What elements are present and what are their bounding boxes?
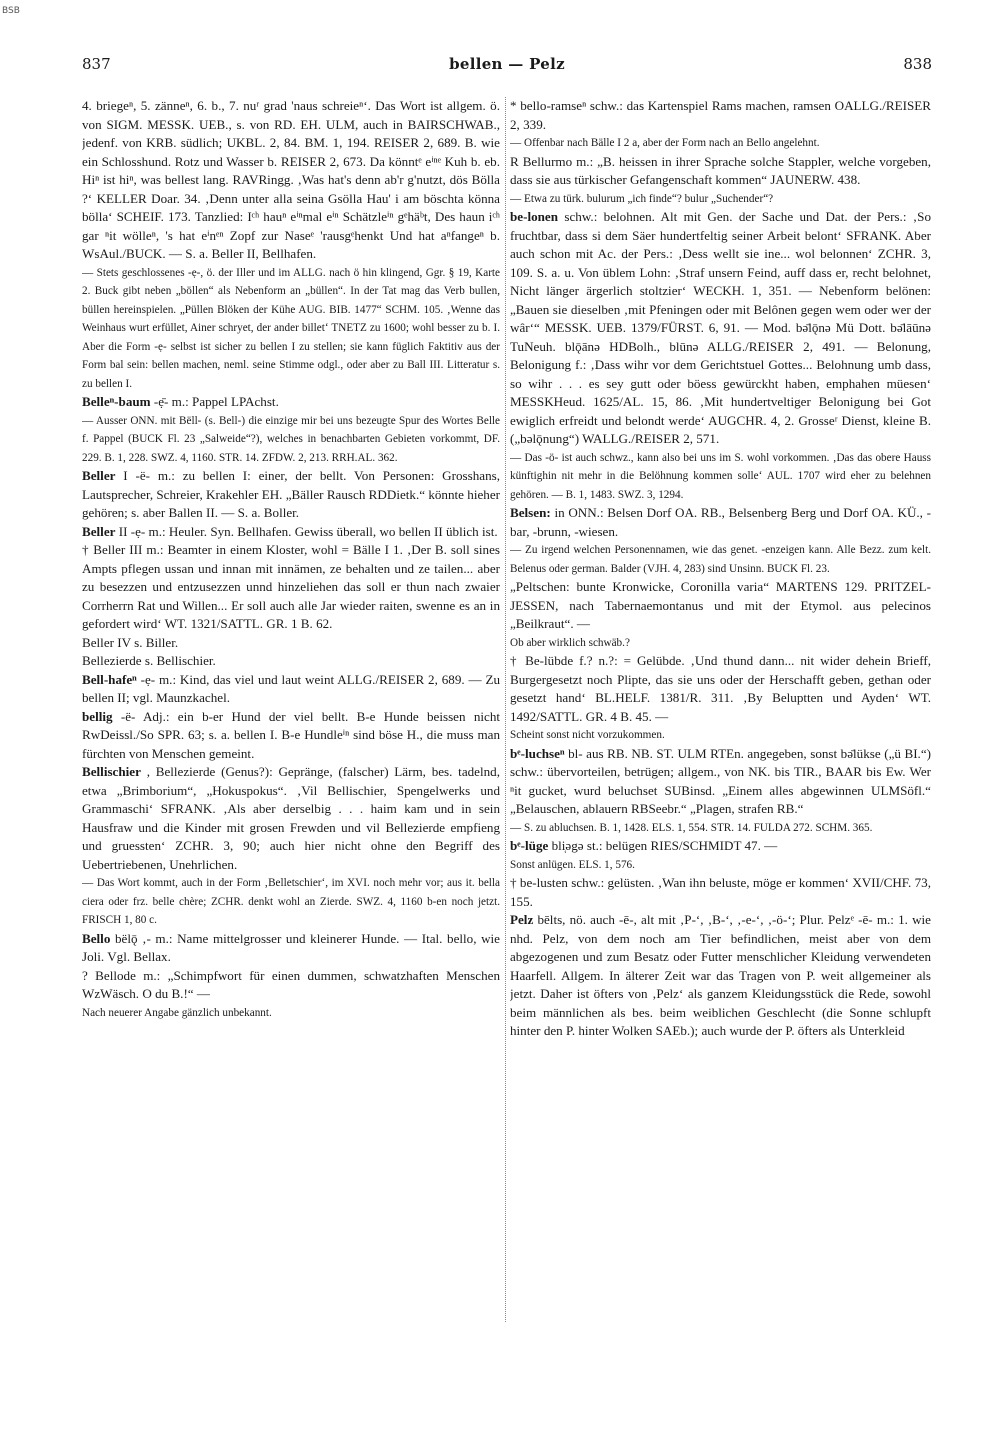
entry-text: , Bellezierde (Genus?): Gepränge, (falscher) Lärm, bes. tadelnd, etwa „Brimborium“, „Hokuspokus“. ‚Vil Bellischier, Spengelwerks und Grammaschi‘ SFRANK. ‚Als aber derselbig . . . haim kam und in sein Hausfraw und die Kinder mit grosen Frewden und vil Bellezierde empfieng und gruessten‘ ZCHR. 3, 90; auch hier nicht ohne den Begriff des Uebertriebenen, Unehrlichen.	[82, 764, 500, 872]
entry-paragraph	[82, 671, 500, 708]
left-page-number: 837	[82, 55, 111, 73]
entry-paragraph	[510, 208, 931, 449]
entry-text: -ẹ̄- m.: Pappel LPAchst.	[153, 394, 279, 409]
entry-text: Scheint sonst nicht vorzukommen.	[510, 729, 665, 741]
entry-paragraph	[510, 541, 931, 578]
entry-text: Nach neuerer Angabe gänzlich unbekannt.	[82, 1006, 272, 1019]
entry-paragraph	[82, 523, 500, 542]
entry-paragraph	[510, 97, 931, 134]
entry-lemma: Bell-hafeⁿ	[82, 671, 137, 687]
entry-paragraph	[510, 153, 931, 190]
right-column	[510, 97, 931, 1322]
column-divider	[505, 97, 506, 1322]
entry-paragraph	[510, 837, 931, 856]
entry-lemma: Beller	[82, 468, 116, 483]
entry-paragraph	[510, 578, 931, 634]
entry-lemma: Belleⁿ-baum	[82, 394, 151, 409]
entry-paragraph	[82, 708, 500, 764]
entry-paragraph	[82, 467, 500, 523]
entry-text: — Zu irgend welchen Personennamen, wie das genet. -enzeigen kann. Alle Bezz. zum kelt. Belenus oder german. Balder (VJH. 4, 283) sind Unsinn. BUCK Fl. 23.	[510, 544, 931, 575]
entry-text: Beller IV s. Biller.	[82, 634, 179, 650]
entry-paragraph	[510, 634, 931, 653]
entry-paragraph	[510, 745, 931, 819]
entry-paragraph	[82, 874, 500, 930]
entry-paragraph	[510, 652, 931, 726]
entry-text: bēlts, nö. auch -ē-, alt mit ‚P-‘, ‚B-‘, ‚-e-‘, ‚-ö-‘; Plur. Pelzᵉ -ē- m.: 1. wie nhd. Pelz, von dem noch am Tier befindlichen, meist aber von dem abgezogenen und zum Besatz oder Futter menschlicher Kleidung verwendeten Haarfell. Allgem. In älterer Zeit war das Tragen von P. weit allgemeiner als jetzt. Daher ist öfters von ‚Pelz‘ als ganzem Kleidungsstück die Rede, sowohl beim männlichen als bes. beim weiblichen Geschlecht (die Sonne schlupft hinter den P. hinter Wolken SAEb.); auch wurde der P. öfters als Unterkleid	[510, 912, 931, 1038]
entry-paragraph	[82, 634, 500, 653]
entry-paragraph	[82, 967, 500, 1004]
left-column	[82, 97, 500, 1322]
entry-lemma: be-lonen	[510, 209, 559, 224]
entry-paragraph	[82, 393, 500, 412]
entry-text: in ONN.: Belsen Dorf OA. RB., Belsenberg Berg und Dorf OA. KÜ., -bar, -brunn, -wiesen.	[510, 505, 931, 539]
entry-paragraph	[82, 652, 500, 671]
entry-lemma: bellig	[82, 708, 113, 724]
entry-lemma: Bello	[82, 930, 111, 946]
entry-text: Bellezierde s. Bellischier.	[82, 653, 216, 668]
entry-paragraph	[82, 264, 500, 394]
entry-paragraph	[510, 134, 931, 153]
running-title: bellen — Pelz	[449, 55, 565, 73]
entry-paragraph	[82, 541, 500, 634]
entry-paragraph	[82, 412, 500, 468]
entry-paragraph	[510, 819, 931, 838]
entry-text: Ob aber wirklich schwäb.?	[510, 636, 630, 649]
entry-text: — S. zu abluchsen. B. 1, 1428. ELS. 1, 554. STR. 14. FULDA 272. SCHM. 365.	[510, 821, 873, 834]
entry-text: bli̜ǝgǝ st.: belügen RIES/SCHMIDT 47. —	[551, 838, 778, 853]
entry-text: I -ë- m.: zu bellen I: einer, der bellt. Von Personen: Grosshans, Lautsprecher, Schreier, Krakehler EH. „Bäller Rausch RDDietk.“ könnte hieher gehören; s. aber Ballen II. — S. a. Boller.	[82, 468, 500, 520]
entry-paragraph	[82, 763, 500, 874]
entry-lemma: Bellischier	[82, 764, 141, 779]
entry-lemma: bᵉ-lüge	[510, 838, 549, 853]
entry-paragraph	[510, 911, 931, 1041]
entry-paragraph	[510, 504, 931, 541]
entry-text: -ẹ- m.: Kind, das viel und laut weint ALLG./REISER 2, 689. — Zu bellen II; vgl. Maunzkachel.	[82, 671, 500, 705]
entry-text: 4. briegeⁿ, 5. zänneⁿ, 6. b., 7. nuʳ grad 'naus schreieⁿ‘. Das Wort ist allgem. ö. von SIGM. MESSK. UEB., s. von RD. EH. ULM, auch in BAIRSCHWAB., jedenf. von KRB. südlich; UKBL. 2, 84. BM. 1, 194. REISER 2, 689. B. wie ein Schlosshund. Rotz und Wasser b. REISER 2, 673. Da könntᵉ eⁱⁿᵉ Kuh b. eb. Hiⁿ ist hiⁿ, was bellest lang. RAVRingg. ‚Was hat's denn ab'r g'nutzt, dös Bölla ?‘ KELLER Doar. 34. ‚Denn unter alla seina Gsölla Hau' i am böschta könna bölla‘ SCHEIF. 173. Tanzlied: Iᶜʰ hauⁿ eⁱⁿmal eⁱⁿ Schätzleⁱⁿ gᵉhäᵇt, Des haun iᶜʰ gar ⁿit wölleⁿ, 's hat eⁱnᵉⁿ Zopf zur Naseᵉ 'rausgᵉhenkt Und hat aⁿfangeⁿ b. WsAul./BUCK. — S. a. Beller II, Bellhafen.	[82, 98, 500, 261]
entry-text: — Ausser ONN. mit Bëll- (s. Bell-) die einzige mir bei uns bezeugte Spur des Wortes Belle f. Pappel (BUCK Fl. 23 „Salweide“?), welches in benachbarten Gebieten vorkommt, DF. 229. B. 1, 228. SWZ. 4, 1160. STR. 14. ZFDW. 2, 213. RRH.AL. 362.	[82, 414, 500, 464]
entry-lemma: Pelz	[510, 912, 534, 927]
entry-text: -ë- Adj.: ein b-er Hund der viel bellt. B-e Hunde beissen nicht RwDeissl./So SPR. 63; s. a. bellen I. B-e Hundleⁱⁿ sind böse H., die muss man fürchten von Menschen gemeint.	[82, 708, 500, 761]
entry-paragraph	[82, 930, 500, 967]
entry-text: Sonst anlügen. ELS. 1, 576.	[510, 858, 635, 871]
entry-text: R Bellurmo m.: „B. heissen in ihrer Sprache solche Stappler, welche vorgeben, dass sie aus türkischer Gefangenschaft kommen“ JAUNERW. 438.	[510, 153, 931, 187]
entry-text: † Beller III m.: Beamter in einem Kloster, wohl = Bälle I 1. ‚Der B. soll sines Ampts pflegen ussan und innan mit innämen, ze behalten und ze tailen... aber zu besezzen und entzusezzen unnd hinzeliehen das soll er thun nach zwaier Corrherrn Rat und Willen... Er soll auch alle Jar wieder raiten, swenne es an in gefordert wird‘ WT. 1321/SATTL. GR. 1 B. 62.	[82, 542, 500, 631]
entry-paragraph	[510, 726, 931, 745]
entry-lemma: bᵉ-luchseⁿ	[510, 745, 565, 761]
entry-paragraph	[510, 874, 931, 911]
entry-paragraph	[510, 190, 931, 209]
entry-paragraph	[510, 856, 931, 875]
entry-text: † Be-lübde f.? n.?: = Gelübde. ‚Und thund dann... nit wider dehein Brieff, Burgergesetzt noch Plipte, das sie uns oder der Herschafft geben, gethan oder gesetzt hand‘ BL.HELF. 1381/R. 311. ‚By Beluptten und Ayden‘ WT. 1492/SATTL. GR. 4 B. 45. —	[510, 653, 931, 724]
entry-text: II -ẹ- m.: Heuler. Syn. Bellhafen. Gewiss überall, wo bellen II üblich ist.	[118, 523, 498, 539]
entry-text: „Peltschen: bunte Kronwicke, Coronilla varia“ MARTENS 129. PRITZEL-JESSEN, nach Tabernaemontanus und mit der Etymol. aus pelecinos „Beilkraut“. —	[510, 579, 931, 631]
entry-text: — Das -ö- ist auch schwz., kann also bei uns im S. wohl vorkommen. ‚Das das obere Hauss künftighin nit mehr in die Belöhnung kommen solle‘ AUL. 1707 wird eher zu belehnen gehören. — B. 1, 1483. SWZ. 3, 1294.	[510, 451, 931, 501]
library-stamp: BSB	[2, 6, 20, 16]
entry-paragraph	[82, 97, 500, 264]
entry-text: — Das Wort kommt, auch in der Form ‚Belletschier‘, im XVI. noch mehr vor; aus it. bella ciera oder frz. belle chère; ZCHR. denkt wohl an Zierde. SWZ. 4, 1160 b-en noch jetzt. FRISCH 1, 80 c.	[82, 877, 500, 926]
entry-text: bëlǭ ‚‑ m.: Name mittelgrosser und kleinerer Hunde. — Ital. bello, wie Joli. Vgl. Bellax.	[82, 930, 500, 964]
entry-text: † be-lusten schw.: gelüsten. ‚Wan ihn beluste, möge er kommen‘ XVII/CHF. 73, 155.	[510, 875, 931, 909]
page-header	[82, 55, 932, 81]
entry-text: bl- aus RB. NB. ST. ULM RTEn. angegeben, sonst bə̄lükse („ü BI.“) schw.: übervorteilen, betrügen; allgem., von NK. bis TIR., BAAR bis Ew. Wer ⁿit gucket, wurd beluchset SUBinsd. „Einem alles abgewinnen ULMSöfl.“ „Belauschen, ablauern RBSeebr.“ „Plagen, strafen RB.“	[510, 745, 931, 816]
entry-text: ? Bellode m.: „Schimpfwort für einen dummen, schwatzhaften Menschen WzWäsch. O du B.!“ —	[82, 967, 500, 1001]
entry-text: — Etwa zu türk. bulurum „ich finde“? bulur „Suchender“?	[510, 192, 774, 205]
entry-lemma: Beller	[82, 523, 116, 539]
entry-paragraph	[510, 449, 931, 505]
entry-text: — Offenbar nach Bälle I 2 a, aber der Form nach an Bello angelehnt.	[510, 137, 820, 149]
entry-text: schw.: belohnen. Alt mit Gen. der Sache und Dat. der Pers.: ‚So fruchtbar, dass si dem Säer hundertfeltig seiner Arbeit belont‘ SFRANK. Aber auch schon mit Ac. der Pers.: ‚Dess wellt sie ine... wol belonnen‘ ZCHR. 3, 109. S. a. u. Von üblem Lohn: ‚Straf unsern Feind, auff dass er, recht belohnet, Nicht länger ärgerlich stoltzier‘ WECKH. 1, 351. — Nebenform belönen: „Bauen sie dieselben ‚mit Pfeningen oder mit Belônen gegen wem oder wer der wâr‘“ MESSK. UEB. 1379/FÜRST. 6, 91. — Mod. bə̄lǭnə Mü Dott. bə̄lāūnə TuNeuh. blǭānə HDBolh., blūnə ALLG./REISER 2, 491. — Belonung, Belonigung f.: ‚Dass wihr vor dem Gerichtstuel Gottes... Belohnung umb dass, so wihr . . . es sey gutt oder böess gewürckht haben, emphahen müesen‘ MESSKHeud. 1625/AL. 15, 86. ‚Mit hundertveltiger Belonigung bei Got ewiglich erfreidt und belondt werde‘ AUGCHR. 4, 2. Grosseʳ Dienst, kleine B. („bəlǭnung“) WALLG./REISER 2, 571.	[510, 209, 931, 446]
right-page-number: 838	[903, 55, 932, 73]
entry-text: * bello-ramseⁿ schw.: das Kartenspiel Rams machen, ramsen OALLG./REISER 2, 339.	[510, 98, 931, 132]
entry-lemma: Belsen:	[510, 505, 551, 520]
entry-text: — Stets geschlossenes -ẹ-, ö. der Iller und im ALLG. nach ö hin klingend, Ggr. § 19, Karte 2. Buck gibt neben „böllen“ als Nebenform an „büllen“. In der Tat mag das Verb bullen, büllen hereinspielen. „Püllen Blöken der Kühe AUG. BIB. 1477“ SCHM. 105. ‚Wenne das Weinhaus wurt erfüllet, Ainer schryet, der ander billet‘ TNETZ zu 1600; wohl besser zu b. I. Aber die Form -ẹ- selbst ist sicher zu bellen I zu stellen; sie kann füglich Faktitiv aus der Form bal sein: bellen machen, neml. seine Stimme odgl., oder aber zu Ball III. Litteratur s. zu bellen I.	[82, 266, 500, 390]
entry-paragraph	[82, 1004, 500, 1023]
